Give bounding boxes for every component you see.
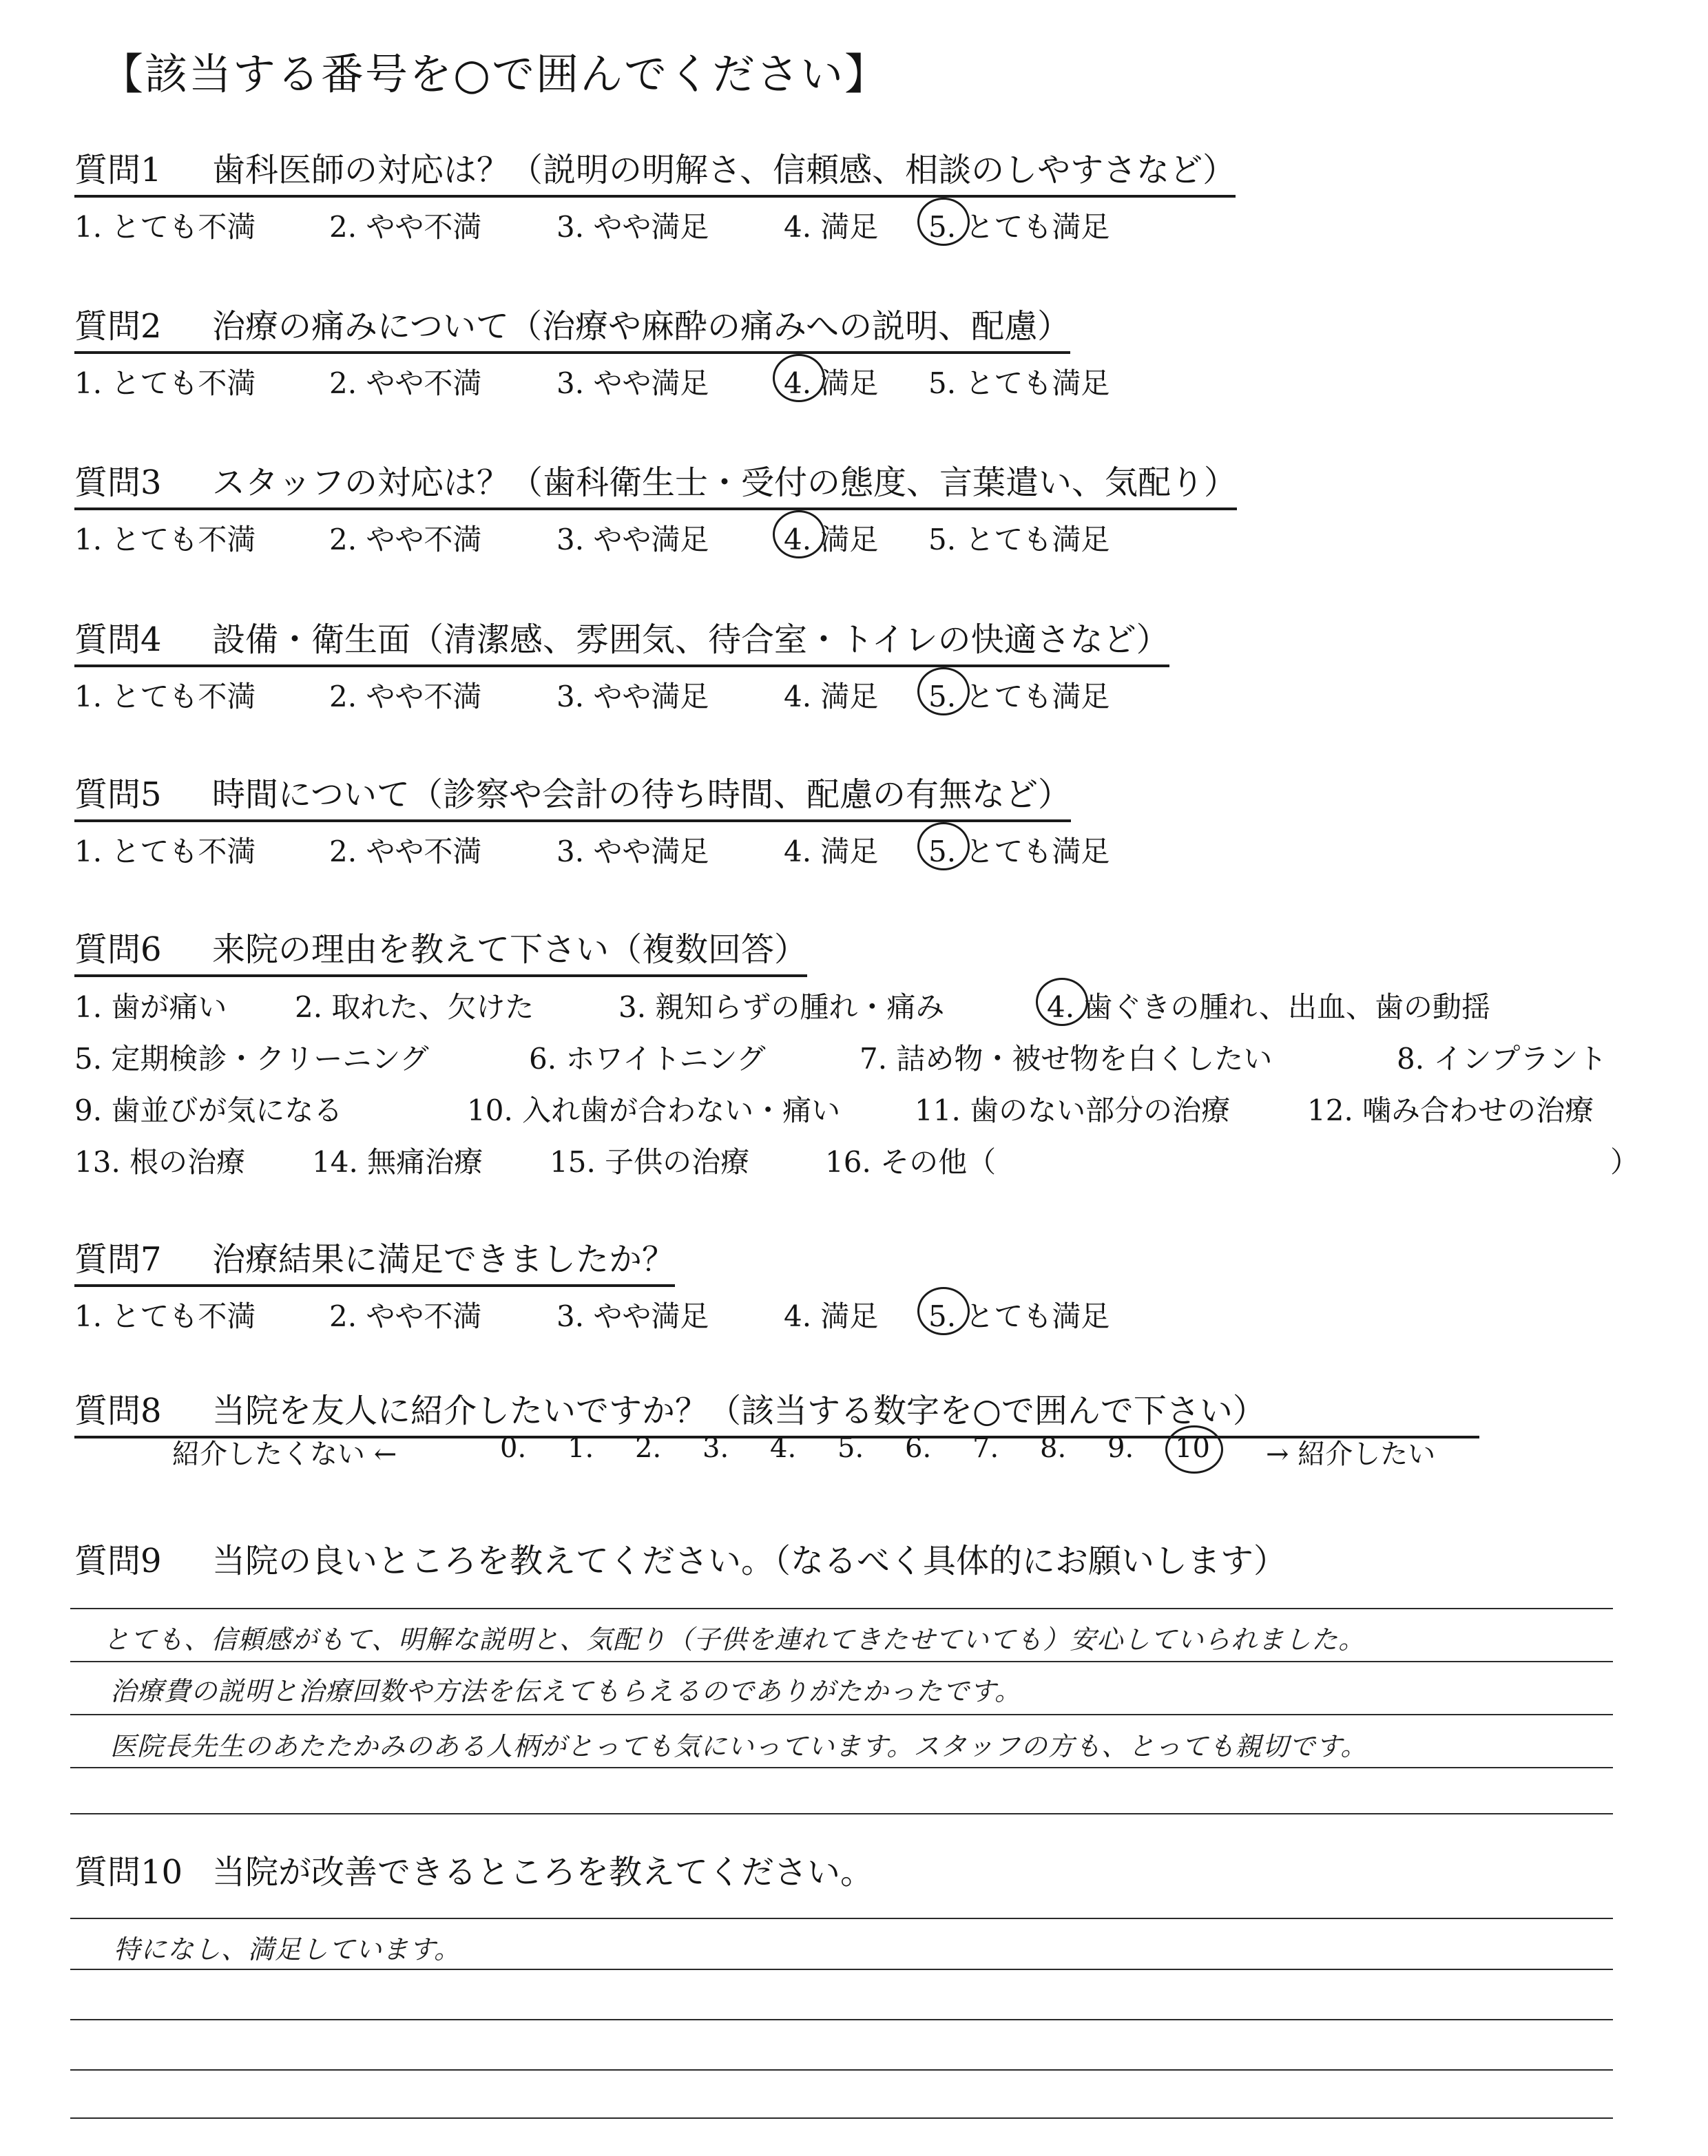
question-6-heading [74,923,807,977]
question-4-heading [74,613,1169,667]
question-5 [74,768,1110,870]
question-text: スタッフの対応は？（歯科衛生士・受付の態度、言葉遣い、気配り） [212,463,1238,502]
scale-number-5[interactable]: 5. [837,1432,864,1464]
q6-option-14[interactable]: 14. 無痛治療 [312,1145,483,1179]
option-1[interactable]: 1. とても不満 [74,366,256,400]
option-3[interactable]: 3. やや満足 [556,523,709,556]
option-5[interactable]: 5. とても満足 [928,1294,1110,1335]
answer-options [74,361,1110,402]
q6-option-12[interactable]: 12. 噛み合わせの治療 [1307,1093,1594,1127]
selection-circle [917,822,970,870]
selection-circle [917,198,970,246]
option-2[interactable]: 2. やや不満 [329,523,482,556]
question-text: 当院が改善できるところを教えてください。 [212,1853,874,1892]
answer-options [74,829,1110,870]
q6-option-16[interactable]: 16. その他（ [825,1145,997,1179]
answer-options [74,674,1169,715]
scale-number-9[interactable]: 9. [1107,1432,1134,1464]
q6-option-13[interactable]: 13. 根の治療 [74,1145,246,1179]
q6-option-2[interactable]: 2. 取れた、欠けた [295,990,534,1024]
answer-line [70,2117,1613,2119]
question-7 [74,1233,1110,1335]
option-4[interactable]: 4. 満足 [784,835,879,868]
option-3[interactable]: 3. やや満足 [556,210,709,244]
scale-number-3[interactable]: 3. [702,1432,729,1464]
answer-line [70,1918,1613,1919]
q6-option-9[interactable]: 9. 歯並びが気になる [74,1093,343,1127]
question-1-heading [74,143,1236,198]
question-number: 質問6 [74,930,162,969]
option-1[interactable]: 1. とても不満 [74,210,256,244]
question-7-heading [74,1233,675,1287]
question-4 [74,613,1169,715]
q6-option-10[interactable]: 10. 入れ歯が合わない・痛い [467,1093,841,1127]
option-2[interactable]: 2. やや不満 [329,210,482,244]
option-3[interactable]: 3. やや満足 [556,366,709,400]
answer-line [70,2069,1613,2071]
question-number: 質問5 [74,775,162,814]
option-4[interactable]: 4. 満足 [784,517,878,558]
option-1[interactable]: 1. とても不満 [74,523,256,556]
question-number: 質問10 [74,1853,183,1892]
q6-option-7[interactable]: 7. 詰め物・被せ物を白くしたい [860,1042,1273,1076]
question-text: 設備・衛生面（清潔感、雰囲気、待合室・トイレの快適さなど） [212,620,1169,659]
q6-option-1[interactable]: 1. 歯が痛い [74,990,227,1024]
question-3 [74,456,1237,558]
question-number: 質問3 [74,463,162,502]
q6-option-6[interactable]: 6. ホワイトニング [529,1042,766,1076]
selection-circle [917,667,970,715]
selection-circle [773,354,825,402]
option-4[interactable]: 4. 満足 [784,210,879,244]
question-number: 質問8 [74,1392,162,1430]
option-2[interactable]: 2. やや不満 [329,366,482,400]
question-text: 治療の痛みについて（治療や麻酔の痛みへの説明、配慮） [212,307,1071,346]
question-number: 質問1 [74,151,162,189]
question-10 [74,1845,873,1893]
option-2[interactable]: 2. やや不満 [329,680,482,713]
scale-number-4[interactable]: 4. [770,1432,797,1464]
question-number: 質問9 [74,1542,162,1580]
question-8-heading [74,1384,1479,1438]
answer-line [70,1767,1613,1768]
option-2[interactable]: 2. やや不満 [329,835,482,868]
question-text: 当院を友人に紹介したいですか？（該当する数字を○で囲んで下さい） [212,1392,1266,1430]
question-8 [74,1384,1479,1438]
selection-circle [773,510,825,558]
scale-number-6[interactable]: 6. [905,1432,932,1464]
option-5[interactable]: 5. とても満足 [928,523,1110,556]
answer-line [70,2019,1613,2020]
q6-other-close-paren: ） [1610,1145,1640,1179]
scale-number-8[interactable]: 8. [1040,1432,1067,1464]
option-2[interactable]: 2. やや不満 [329,1299,482,1333]
question-text: 時間について（診察や会計の待ち時間、配慮の有無など） [212,775,1072,814]
answer-line [70,1661,1613,1662]
q9-answer-line-1[interactable]: とても、信頼感がもて、明解な説明と、気配り（子供を連れてきたせていても）安心していられました。 [103,1624,1366,1655]
question-text: 来院の理由を教えて下さい（複数回答） [212,930,808,969]
question-number: 質問2 [74,307,162,346]
question-2 [74,300,1110,402]
question-text: 治療結果に満足できましたか？ [212,1240,676,1279]
answer-line [70,1714,1613,1715]
question-10-heading [74,1845,873,1893]
option-3[interactable]: 3. やや満足 [556,680,709,713]
form-title: 【該当する番号を○で囲んでください】 [101,49,889,99]
question-2-heading [74,300,1070,354]
question-text: 当院の良いところを教えてください。（なるべく具体的にお願いします） [212,1542,1287,1580]
answer-options [74,205,1236,246]
question-9-heading [74,1534,1287,1582]
scale-number-2[interactable]: 2. [635,1432,662,1464]
option-3[interactable]: 3. やや満足 [556,835,709,868]
option-1[interactable]: 1. とても不満 [74,1299,256,1333]
question-9 [74,1534,1287,1582]
option-4[interactable]: 4. 満足 [784,680,879,713]
answer-line [70,1608,1613,1609]
question-6 [74,923,807,977]
question-1 [74,143,1236,246]
question-text: 歯科医師の対応は？（説明の明解さ、信頼感、相談のしやすさなど） [212,151,1236,189]
q6-option-15[interactable]: 15. 子供の治療 [550,1145,750,1179]
scale-number-1[interactable]: 1. [567,1432,594,1464]
question-number: 質問4 [74,620,162,659]
q9-answer-line-3[interactable]: 医院長先生のあたたかみのある人柄がとっても気にいっています。スタッフの方も、とっても親切です。 [110,1731,1368,1761]
option-4[interactable]: 4. 満足 [784,361,878,402]
q6-option-3[interactable]: 3. 親知らずの腫れ・痛み [618,990,945,1024]
question-3-heading [74,456,1237,510]
scale-number-7[interactable]: 7. [972,1432,999,1464]
q6-option-5[interactable]: 5. 定期検診・クリーニング [74,1042,429,1076]
scale-number-0[interactable]: 0. [500,1432,527,1464]
answer-line [70,1813,1613,1814]
option-1[interactable]: 1. とても不満 [74,835,256,868]
scale-left-label: 紹介したくない ← [172,1438,397,1470]
option-3[interactable]: 3. やや満足 [556,1299,709,1333]
option-5[interactable]: 5. とても満足 [928,205,1110,246]
selection-circle [917,1287,970,1335]
answer-options [74,517,1237,558]
scale-right-label: → 紹介したい [1266,1438,1436,1470]
q10-answer-line-1[interactable]: 特になし、満足しています。 [114,1934,461,1965]
q9-answer-line-2[interactable]: 治療費の説明と治療回数や方法を伝えてもらえるのでありがたかったです。 [110,1676,1021,1706]
option-5[interactable]: 5. とても満足 [928,829,1110,870]
option-4[interactable]: 4. 満足 [784,1299,879,1333]
q6-option-8[interactable]: 8. インプラント [1397,1042,1607,1076]
option-5[interactable]: 5. とても満足 [928,674,1110,715]
answer-line [70,1969,1613,1970]
question-5-heading [74,768,1071,822]
question-number: 質問7 [74,1240,162,1279]
option-5[interactable]: 5. とても満足 [928,366,1110,400]
answer-options [74,1294,1110,1335]
option-1[interactable]: 1. とても不満 [74,680,256,713]
q6-option-11[interactable]: 11. 歯のない部分の治療 [915,1093,1231,1127]
